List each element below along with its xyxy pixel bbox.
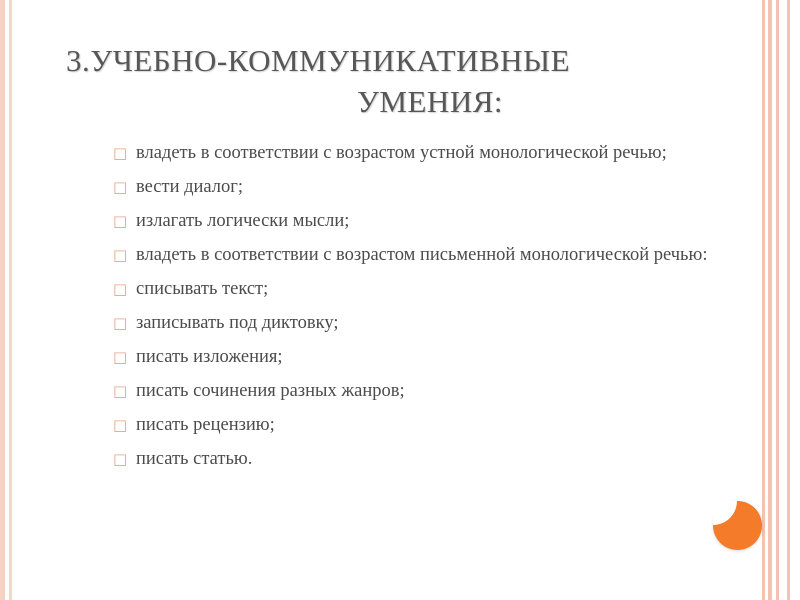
list-item-text: вести диалог;: [136, 177, 244, 197]
skills-list: [113, 141, 723, 481]
bullet-icon: □: [113, 246, 128, 264]
bullet-icon: □: [113, 280, 128, 298]
bullet-icon: □: [113, 144, 128, 162]
list-item: [113, 209, 723, 234]
list-item-text: писать изложения;: [136, 347, 283, 367]
right-border-line: [768, 0, 772, 600]
left-border-line: [9, 0, 12, 600]
list-item-text: писать рецензию;: [136, 415, 275, 435]
list-item-text: списывать текст;: [136, 279, 269, 299]
title-line-2: УМЕНИЯ:: [356, 84, 503, 119]
list-item: [113, 277, 723, 302]
list-item-text: владеть в соответствии с возрастом письменной монологической речью:: [136, 245, 708, 265]
title-line-1: 3.УЧЕБНО-КОММУНИКАТИВНЫЕ: [66, 43, 571, 78]
list-item: [113, 175, 723, 200]
right-border-line: [762, 0, 765, 600]
list-item: [113, 345, 723, 370]
list-item-text: писать статью.: [136, 449, 253, 469]
list-item: [113, 379, 723, 404]
bullet-icon: □: [113, 212, 128, 230]
list-item: [113, 141, 723, 166]
bullet-icon: □: [113, 348, 128, 366]
list-item: [113, 413, 723, 438]
list-item-text: излагать логически мысли;: [136, 211, 350, 231]
list-item-text: писать сочинения разных жанров;: [136, 381, 405, 401]
list-item: [113, 447, 723, 472]
circle-cutout: [713, 501, 737, 525]
slide-title: [60, 40, 680, 122]
decorative-circle-icon: [713, 501, 762, 550]
list-item: [113, 243, 723, 268]
bullet-icon: □: [113, 450, 128, 468]
right-border-line: [776, 0, 779, 600]
bullet-icon: □: [113, 382, 128, 400]
list-item-text: владеть в соответствии с возрастом устной монологической речью;: [136, 143, 667, 163]
bullet-icon: □: [113, 416, 128, 434]
bullet-icon: □: [113, 314, 128, 332]
left-border-line: [0, 0, 5, 600]
list-item: [113, 311, 723, 336]
right-border-line: [787, 0, 790, 600]
bullet-icon: □: [113, 178, 128, 196]
list-item-text: записывать под диктовку;: [136, 313, 339, 333]
